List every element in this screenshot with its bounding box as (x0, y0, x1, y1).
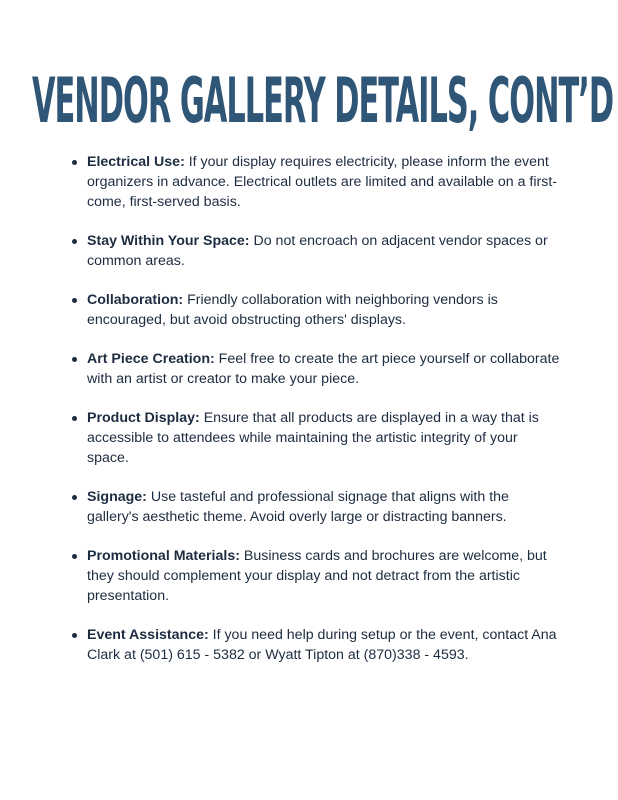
item-text: Do not encroach on adjacent vendor spaces or common areas. (87, 233, 548, 269)
item-term: Event Assistance: (87, 627, 213, 643)
item-term: Promotional Materials: (87, 548, 244, 564)
list-item-product-display (70, 408, 560, 468)
guidelines-list (70, 152, 560, 684)
item-term: Product Display: (87, 410, 204, 426)
bullet-icon (72, 416, 77, 421)
bullet-icon (72, 495, 77, 500)
item-term: Art Piece Creation: (87, 351, 219, 367)
bullet-icon (72, 239, 77, 244)
bullet-icon (72, 298, 77, 303)
item-text: Ensure that all products are displayed in a way that is accessible to attendees while maintaining the artistic integrity of your space. (87, 410, 539, 466)
item-term: Electrical Use: (87, 154, 189, 170)
page-title: VENDOR GALLERY DETAILS, CONT’D (32, 64, 614, 137)
item-text: Friendly collaboration with neighboring vendors is encouraged, but avoid obstructing others' displays. (87, 292, 498, 328)
list-item-signage (70, 487, 560, 527)
list-item-collaboration (70, 290, 560, 330)
list-item-promotional-materials (70, 546, 560, 606)
item-text: Feel free to create the art piece yourself or collaborate with an artist or creator to make your piece. (87, 351, 560, 387)
item-text: Use tasteful and professional signage that aligns with the gallery's aesthetic theme. Avoid overly large or distracting banners. (87, 489, 509, 525)
bullet-icon (72, 554, 77, 559)
list-item-art-piece-creation (70, 349, 560, 389)
list-item-event-assistance (70, 625, 560, 665)
item-text: If your display requires electricity, please inform the event organizers in advance. Electrical outlets are limited and available on a first-come, first-served basis. (87, 154, 558, 210)
item-text: If you need help during setup or the event, contact Ana Clark at (501) 615 - 5382 or Wyatt Tipton at (870)338 - 4593. (87, 627, 557, 663)
item-text: Business cards and brochures are welcome, but they should complement your display and not detract from the artistic presentation. (87, 548, 547, 604)
list-item-electrical-use (70, 152, 560, 212)
bullet-icon (72, 633, 77, 638)
bullet-icon (72, 357, 77, 362)
item-term: Signage: (87, 489, 151, 505)
item-term: Stay Within Your Space: (87, 233, 254, 249)
list-item-stay-within-space (70, 231, 560, 271)
bullet-icon (72, 160, 77, 165)
item-term: Collaboration: (87, 292, 188, 308)
